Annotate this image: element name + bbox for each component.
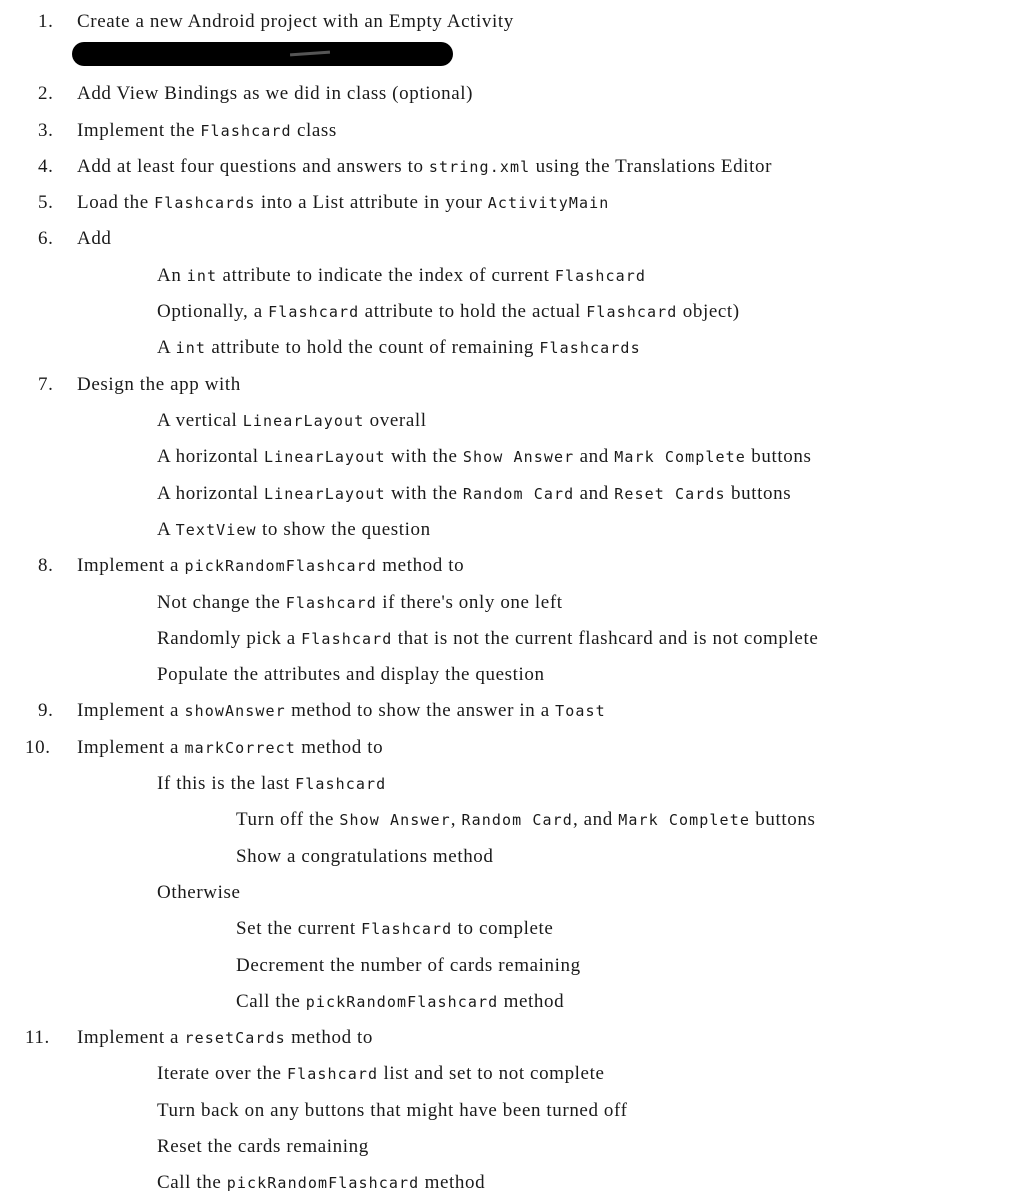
text-segment: Decrement the number of cards remaining bbox=[236, 955, 581, 976]
text-segment: If this is the last bbox=[157, 773, 296, 794]
list-item-text bbox=[157, 518, 431, 542]
code-term: Flashcards bbox=[539, 339, 641, 357]
text-segment: attribute to hold the count of remaining bbox=[206, 337, 540, 358]
text-segment: Iterate over the bbox=[157, 1063, 287, 1084]
text-segment: Optionally, a bbox=[157, 301, 269, 322]
text-segment: Implement the bbox=[77, 120, 201, 141]
list-item-text bbox=[77, 699, 606, 723]
code-term: Reset Cards bbox=[614, 485, 726, 503]
text-segment: Call the bbox=[236, 991, 306, 1012]
text-segment: Add at least four questions and answers to bbox=[77, 156, 429, 177]
list-item-text bbox=[77, 191, 609, 215]
list-item-text bbox=[77, 10, 514, 34]
text-segment: to show the question bbox=[256, 519, 431, 540]
text-segment: using the Translations Editor bbox=[530, 156, 773, 177]
text-segment: method to show the answer in a bbox=[285, 700, 556, 721]
text-segment: Turn back on any buttons that might have been turned off bbox=[157, 1100, 628, 1121]
code-term: int bbox=[186, 267, 218, 285]
text-segment: Call the bbox=[157, 1172, 227, 1193]
code-term: Flashcard bbox=[285, 594, 377, 612]
text-segment: into a List attribute in your bbox=[255, 192, 488, 213]
list-item-text bbox=[157, 1099, 628, 1123]
list-item-text bbox=[77, 82, 473, 106]
list-item-text bbox=[157, 772, 386, 796]
list-item-text bbox=[77, 554, 464, 578]
text-segment: A vertical bbox=[157, 410, 243, 431]
code-term: LinearLayout bbox=[264, 485, 386, 503]
text-segment: Create a new Android project with an Empty Activity bbox=[77, 11, 514, 32]
code-term: TextView bbox=[175, 521, 257, 539]
list-item-text bbox=[157, 1062, 605, 1086]
code-term: Flashcard bbox=[268, 303, 360, 321]
text-segment: , bbox=[450, 809, 462, 830]
text-segment: to complete bbox=[452, 918, 554, 939]
text-segment: Add bbox=[77, 228, 112, 249]
list-item-text bbox=[236, 808, 815, 832]
code-term: Flashcard bbox=[361, 920, 453, 938]
list-item-text bbox=[236, 990, 564, 1014]
text-segment: that is not the current flashcard and is not complete bbox=[392, 628, 819, 649]
text-segment: overall bbox=[364, 410, 427, 431]
text-segment: method to bbox=[295, 737, 384, 758]
text-segment: attribute to indicate the index of current bbox=[217, 265, 555, 286]
list-item-text bbox=[157, 881, 241, 905]
list-item-text bbox=[77, 1026, 373, 1050]
list-marker: 3. bbox=[38, 120, 54, 141]
text-segment: Show a congratulations method bbox=[236, 846, 494, 867]
code-term: Mark Complete bbox=[614, 448, 746, 466]
text-segment: with the bbox=[385, 483, 463, 504]
code-term: ActivityMain bbox=[487, 194, 610, 212]
list-item-text bbox=[77, 736, 383, 760]
code-term: int bbox=[175, 339, 207, 357]
list-item-text bbox=[236, 954, 581, 978]
text-segment: object) bbox=[677, 301, 740, 322]
text-segment: if there's only one left bbox=[376, 592, 563, 613]
list-item-text bbox=[157, 264, 646, 288]
list-item-text bbox=[236, 845, 494, 869]
code-term: Flashcard bbox=[295, 775, 387, 793]
list-marker: 5. bbox=[38, 192, 54, 213]
text-segment: Add View Bindings as we did in class (optional) bbox=[77, 83, 474, 104]
code-term: LinearLayout bbox=[264, 448, 386, 466]
code-term: showAnswer bbox=[184, 702, 286, 720]
code-term: Random Card bbox=[462, 485, 575, 503]
text-segment: A bbox=[157, 519, 176, 540]
text-segment: A horizontal bbox=[157, 483, 265, 504]
text-segment: Set the current bbox=[236, 918, 362, 939]
list-item-text bbox=[157, 591, 563, 615]
text-segment: buttons bbox=[745, 446, 812, 467]
list-item-text bbox=[77, 119, 337, 143]
list-item-text bbox=[157, 300, 740, 324]
list-item-text bbox=[157, 1171, 485, 1195]
code-term: Mark Complete bbox=[618, 811, 750, 829]
text-segment: An bbox=[157, 265, 187, 286]
code-term: resetCards bbox=[184, 1029, 286, 1047]
text-segment: A horizontal bbox=[157, 446, 265, 467]
code-term: Show Answer bbox=[462, 448, 575, 466]
text-segment: Otherwise bbox=[157, 882, 241, 903]
code-term: pickRandomFlashcard bbox=[226, 1174, 420, 1192]
text-segment: Randomly pick a bbox=[157, 628, 302, 649]
list-marker: 7. bbox=[38, 374, 54, 395]
list-marker: 6. bbox=[38, 228, 54, 249]
list-item-text bbox=[157, 1135, 369, 1159]
list-item-text bbox=[157, 445, 811, 469]
list-marker: 10. bbox=[25, 737, 51, 758]
text-segment: buttons bbox=[725, 483, 792, 504]
list-item-text bbox=[157, 336, 641, 360]
list-item-text bbox=[77, 227, 112, 251]
code-term: pickRandomFlashcard bbox=[184, 557, 377, 575]
list-item-text bbox=[157, 663, 545, 687]
text-segment: class bbox=[291, 120, 337, 141]
list-item-text bbox=[77, 155, 772, 179]
text-segment: buttons bbox=[749, 809, 816, 830]
code-term: markCorrect bbox=[184, 739, 296, 757]
list-marker: 4. bbox=[38, 156, 54, 177]
list-marker: 11. bbox=[25, 1027, 50, 1048]
code-term: Random Card bbox=[461, 811, 573, 829]
list-item-text bbox=[157, 409, 427, 433]
text-segment: and bbox=[574, 446, 615, 467]
text-segment: list and set to not complete bbox=[378, 1063, 605, 1084]
list-item-text bbox=[157, 482, 791, 506]
list-item-text bbox=[157, 627, 818, 651]
code-term: Toast bbox=[555, 702, 606, 720]
text-segment: Implement a bbox=[77, 1027, 185, 1048]
list-marker: 8. bbox=[38, 555, 54, 576]
text-segment: method bbox=[498, 991, 565, 1012]
text-segment: Populate the attributes and display the question bbox=[157, 664, 545, 685]
text-segment: Implement a bbox=[77, 555, 185, 576]
text-segment: attribute to hold the actual bbox=[359, 301, 587, 322]
redaction-mark bbox=[72, 42, 453, 66]
code-term: pickRandomFlashcard bbox=[305, 993, 499, 1011]
text-segment: Design the app with bbox=[77, 374, 241, 395]
code-term: Flashcard bbox=[301, 630, 393, 648]
text-segment: , and bbox=[572, 809, 619, 830]
code-term: Show Answer bbox=[339, 811, 451, 829]
text-segment: method to bbox=[285, 1027, 374, 1048]
list-item-text bbox=[236, 917, 553, 941]
code-term: Flashcard bbox=[200, 122, 292, 140]
list-item-text bbox=[77, 373, 241, 397]
list-marker: 2. bbox=[38, 83, 54, 104]
code-term: string.xml bbox=[428, 158, 531, 176]
text-segment: method to bbox=[376, 555, 465, 576]
code-term: Flashcard bbox=[286, 1065, 379, 1083]
list-marker: 1. bbox=[38, 11, 54, 32]
text-segment: A bbox=[157, 337, 176, 358]
list-marker: 9. bbox=[38, 700, 54, 721]
code-term: Flashcards bbox=[154, 194, 256, 212]
text-segment: Implement a bbox=[77, 700, 185, 721]
code-term: Flashcard bbox=[554, 267, 647, 285]
text-segment: Not change the bbox=[157, 592, 286, 613]
text-segment: Reset the cards remaining bbox=[157, 1136, 369, 1157]
code-term: LinearLayout bbox=[242, 412, 365, 430]
text-segment: Load the bbox=[77, 192, 155, 213]
text-segment: Turn off the bbox=[236, 809, 340, 830]
text-segment: Implement a bbox=[77, 737, 185, 758]
text-segment: and bbox=[574, 483, 615, 504]
text-segment: with the bbox=[385, 446, 463, 467]
code-term: Flashcard bbox=[586, 303, 678, 321]
text-segment: method bbox=[419, 1172, 486, 1193]
